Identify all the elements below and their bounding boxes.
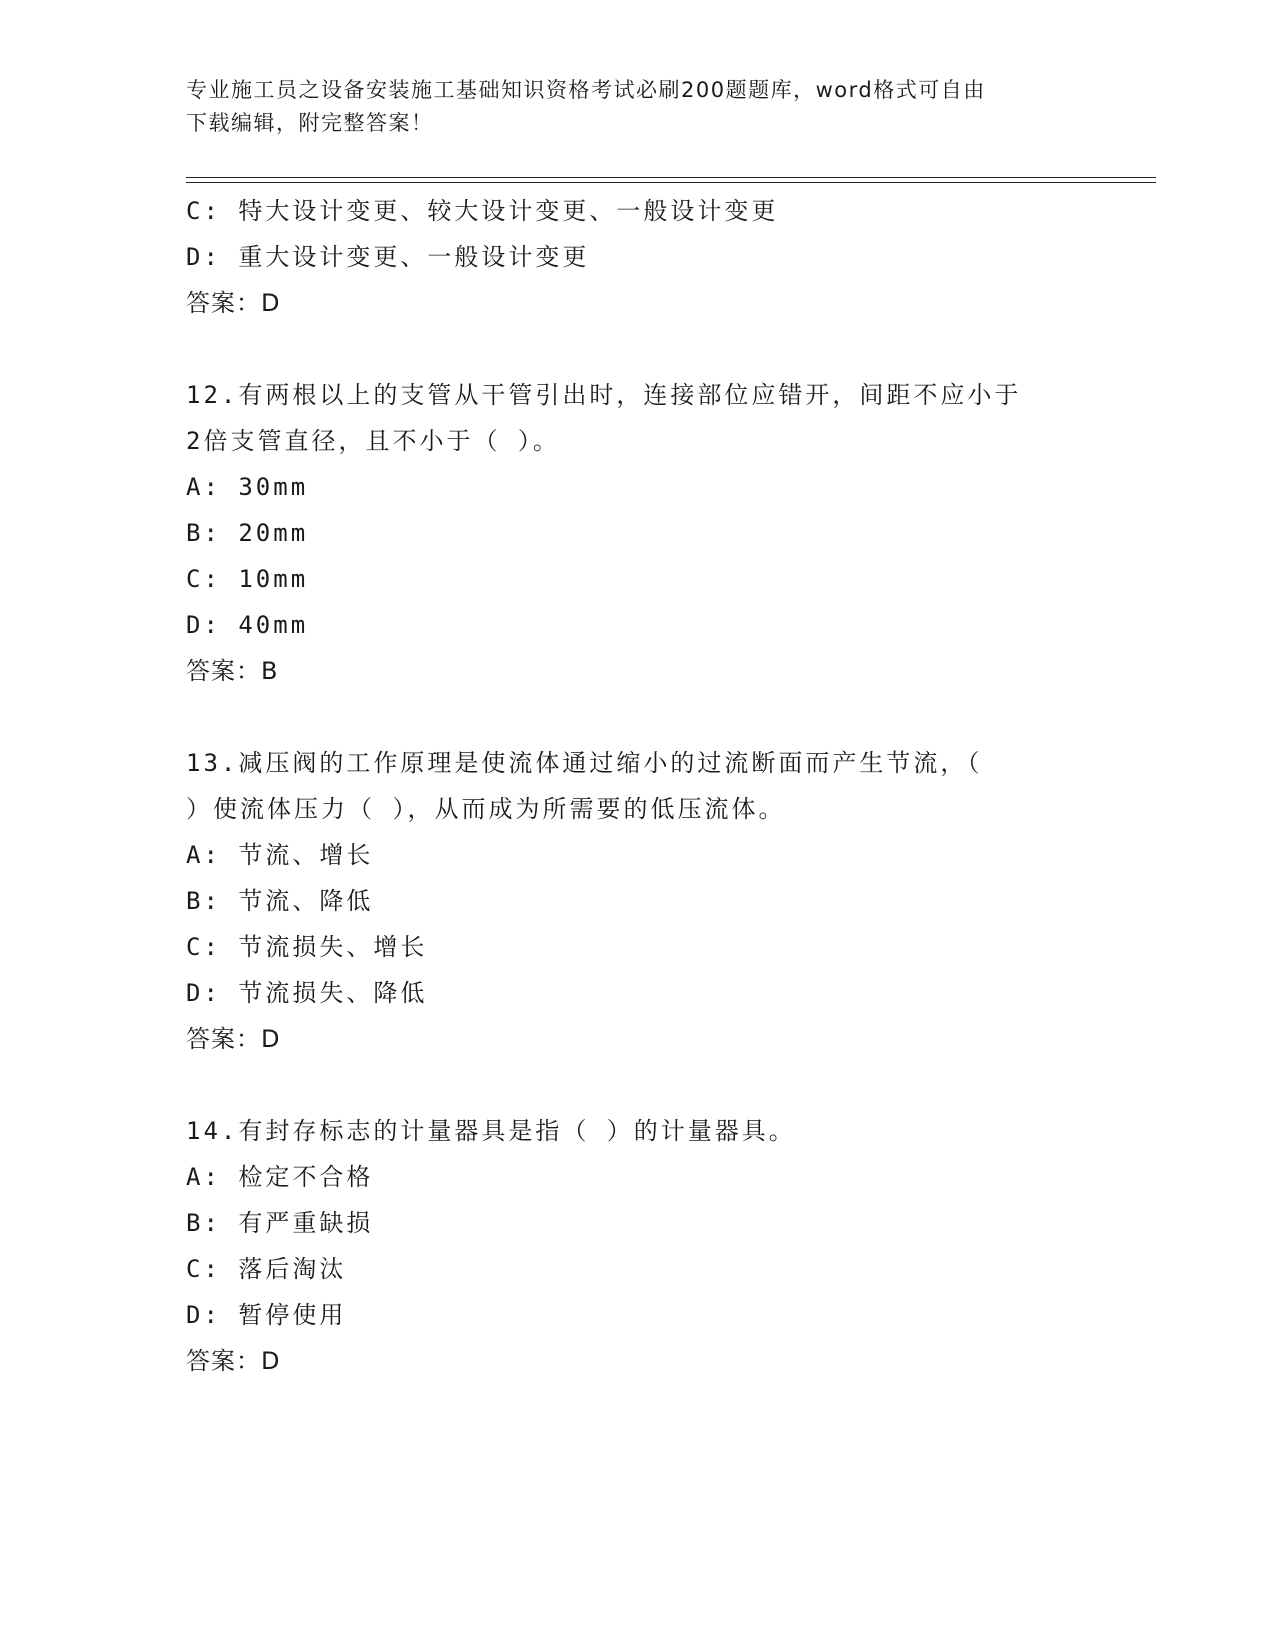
question-stem-line: 13.减压阀的工作原理是使流体通过缩小的过流断面而产生节流，（ (186, 749, 983, 777)
answer: 答案：D (186, 1347, 281, 1375)
question-stem-line: 12.有两根以上的支管从干管引出时，连接部位应错开，间距不应小于 (186, 381, 1022, 409)
question-stem-line: ）使流体压力（ ），从而成为所需要的低压流体。 (186, 795, 786, 823)
question-12 (186, 372, 1086, 694)
option-d: D: 暂停使用 (186, 1301, 347, 1329)
option-a: A: 30mm (186, 473, 309, 501)
option-a: A: 节流、增长 (186, 841, 374, 869)
option-c: C: 节流损失、增长 (186, 933, 428, 961)
header-line-1: 专业施工员之设备安装施工基础知识资格考试必刷200题题库，word格式可自由 (186, 78, 986, 102)
answer: 答案：B (186, 657, 279, 685)
answer: 答案：D (186, 1025, 281, 1053)
header-divider-top (186, 177, 1156, 178)
question-stem-line: 2倍支管直径，且不小于（ ）。 (186, 427, 560, 455)
option-d: D: 40mm (186, 611, 309, 639)
option-c: C: 落后淘汰 (186, 1255, 347, 1283)
option-d: D: 节流损失、降低 (186, 979, 428, 1007)
option-a: A: 检定不合格 (186, 1163, 374, 1191)
header-line-2: 下载编辑，附完整答案！ (186, 111, 434, 135)
answer: 答案：D (186, 289, 281, 317)
spacer (186, 326, 1086, 372)
option-c: C: 特大设计变更、较大设计变更、一般设计变更 (186, 197, 779, 225)
spacer (186, 694, 1086, 740)
question-13 (186, 740, 1086, 1062)
question-stem-line: 14.有封存标志的计量器具是指（ ）的计量器具。 (186, 1117, 796, 1145)
question-14 (186, 1108, 1086, 1384)
document-header (186, 74, 1086, 140)
option-b: B: 有严重缺损 (186, 1209, 374, 1237)
option-c: C: 10mm (186, 565, 309, 593)
prev-question (186, 188, 1086, 326)
option-b: B: 节流、降低 (186, 887, 374, 915)
spacer (186, 1062, 1086, 1108)
header-divider-bottom (186, 182, 1156, 183)
option-d: D: 重大设计变更、一般设计变更 (186, 243, 590, 271)
option-b: B: 20mm (186, 519, 309, 547)
question-content (186, 188, 1086, 1384)
